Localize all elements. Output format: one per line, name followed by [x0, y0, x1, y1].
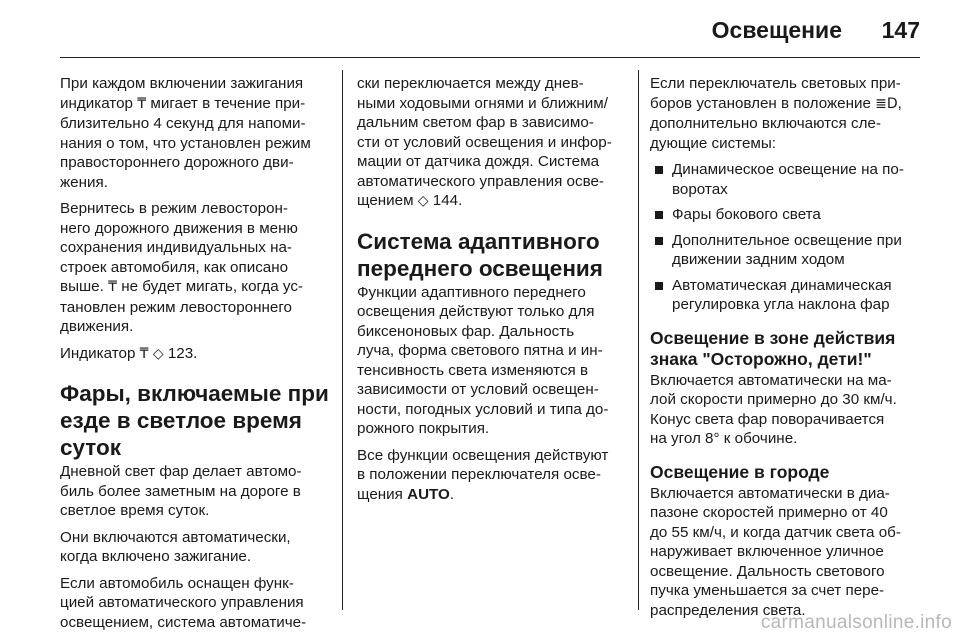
feature-list — [650, 160, 920, 315]
section-heading-city-lighting: Освещение в городе — [650, 461, 830, 482]
paragraph: Если переключатель световых при- боров установлен в положение ≣D, дополнительно включаются сле- дующие системы: — [650, 75, 902, 152]
column-2 — [357, 74, 627, 511]
indicator-icon: ₸ — [139, 345, 149, 362]
column-3 — [650, 74, 920, 627]
column-divider-1 — [342, 70, 343, 610]
page-number: 147 — [881, 17, 920, 43]
page-header — [0, 0, 960, 58]
list-item: Динамическое освещение на по- воротах — [650, 160, 920, 199]
paragraph: Они включаются автоматически, когда включено зажигание. — [60, 528, 291, 565]
indicator-icon: ₸ — [108, 279, 117, 295]
header-divider — [60, 57, 920, 58]
page-reference-icon: ◇ — [152, 345, 164, 362]
section-heading-adaptive-lighting: Система адаптивного переднего освещения — [357, 228, 603, 281]
paragraph: Вернитесь в режим левосторон- него дорожного движения в меню сохранения индивидуальных на- строек автомобиля, как описано выше. ₸ не будет мигать, когда ус- тановлен режим левостороннего движения. — [60, 200, 303, 335]
watermark: carmanualsonline.info — [760, 612, 952, 633]
list-item: Фары бокового света — [650, 205, 920, 225]
section-heading-daylight: Фары, включаемые при езде в светлое время суток — [60, 381, 329, 460]
list-item: Дополнительное освещение при движении задним ходом — [650, 231, 920, 270]
bullet-icon — [655, 282, 663, 290]
paragraph: Включается автоматически в диа- пазоне скоростей примерно от 40 до 55 км/ч, и когда датчик света об- наруживает включенное уличное освещение. Дальность светового пучка уменьшается за счет пере- распределения света. — [650, 484, 901, 619]
page-reference[interactable]: 144. — [432, 192, 463, 209]
column-divider-2 — [638, 70, 639, 610]
column-1 — [60, 74, 330, 639]
bullet-icon — [655, 166, 663, 174]
bullet-icon — [655, 211, 663, 219]
indicator-icon: ₸ — [137, 95, 147, 112]
paragraph: При каждом включении зажигания индикатор ₸ мигает в течение при- близительно 4 секунд для напоми- нания о том, что установлен режим правостороннего дорожного дви- жения. — [60, 75, 311, 191]
section-heading-children-zone: Освещение в зоне действия знака "Осторожно, дети!" — [650, 327, 896, 369]
light-switch-icon: ≣D — [875, 95, 898, 112]
paragraph: Дневной свет фар делает автомо- биль более заметным на дороге в светлое время суток. — [60, 463, 302, 519]
paragraph: Включается автоматически на ма- лой скорости примерно до 30 км/ч. Конус света фар поворачивается на угол 8° к обочине. — [650, 371, 897, 447]
page-reference[interactable]: 123. — [167, 344, 198, 362]
list-item: Автоматическая динамическая регулировка угла наклона фар — [650, 276, 920, 315]
paragraph: Все функции освещения действуют в положении переключателя осве- щения AUTO. — [357, 446, 609, 503]
paragraph: Если автомобиль оснащен функ- цией автоматического управления освещением, система автоматиче- — [60, 574, 307, 631]
page-reference-icon: ◇ — [417, 193, 429, 209]
paragraph: ски переключается между днев- ными ходовыми огнями и ближним/ дальним светом фар в зависимо- сти от условий освещения и инфор- мации от датчика дождя. Система автоматического управления осве- щением ◇ 144. — [357, 75, 612, 209]
page-title: Освещение — [711, 17, 842, 43]
paragraph: Индикатор ₸ ◇ 123. — [60, 344, 198, 362]
bullet-icon — [655, 237, 663, 245]
auto-mode-label: AUTO — [407, 485, 450, 503]
paragraph: Функции адаптивного переднего освещения действуют только для биксеноновых фар. Дальность луча, форма светового пятна и ин- тенсивность света изменяются в зависимости от условий освещен- ности, погодных условий и типа до- рожного покрытия. — [357, 283, 609, 437]
